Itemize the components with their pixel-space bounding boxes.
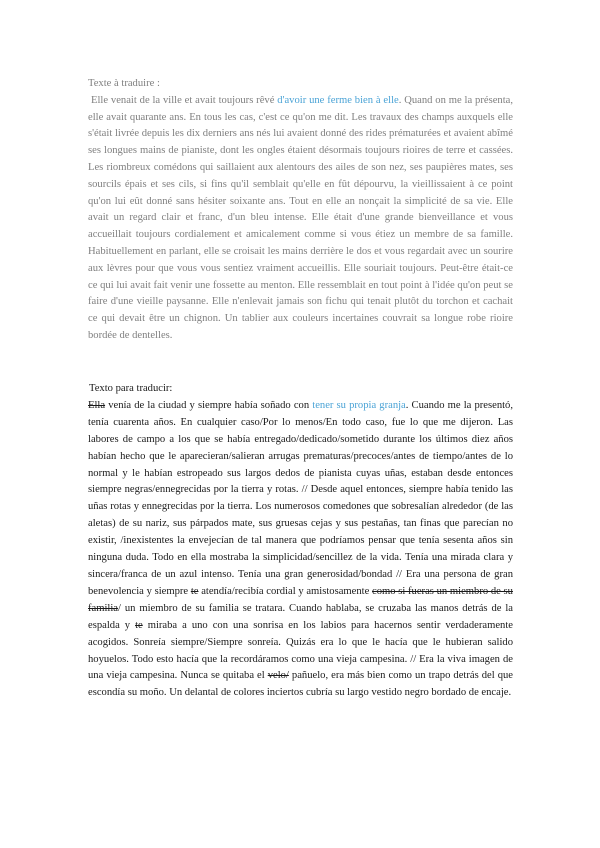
spanish-text-6: pañuelo, era más bien como un trapo detrás del que escondía su moño. Un delantal de colores inciertos cubría su largo vestido negro bordado de encaje. (88, 670, 513, 699)
spanish-text-3: atendía/recibía cordial y amistosamente (198, 585, 373, 597)
french-section (88, 76, 513, 345)
spanish-text-4: / un miembro de su familia se tratara. Cuando hablaba, se cruzaba las manos detrás de la espalda y (88, 602, 513, 631)
spanish-text-5: miraba a uno con una sonrisa en los labios para hacernos sentir verdaderamente acogidos. Sonreía siempre/Siempre sonreía. Quizás era lo que le hacía que le hubieran salido hoyuelos. Todo esto hacía que la recordáramos como una vieja campesina. // Era la viva imagen de una vieja campesina. Nunca se quitaba el (88, 619, 513, 682)
spanish-strike-2: te (190, 585, 199, 597)
spanish-paragraph (88, 398, 513, 702)
spanish-section (88, 381, 513, 702)
spanish-strike-4: te (135, 619, 143, 631)
french-highlight: d'avoir une ferme bien à elle (277, 94, 399, 106)
french-heading: Texte à traduire : (88, 78, 160, 89)
french-text-2: . Quand on me la présenta, elle avait quarante ans. En tous les cas, c'est ce qu'on me dit. Les travaux des champs auxquels elle s'était livrée depuis les dix derniers ans nés lui avaient donné des rides prématurées et avaient abîmé ses longues mains de pianiste, dont les ongles étaient désormais toujours rioires de terre et cassées. Les riombreux comédons qui saillaient aux alentours des ailes de son nez, ses paupières mates, ses sourcils épais et ses cils, si fins qu'il semblait qu'elle en fût dépourvu, la vieillissaient à ce point qu'on lui eût donné sans hésiter soixante ans. Tout en elle an nonçait la simplicité de sa vie. Elle avait un regard clair et franc, d'un bleu intense. Elle était d'une grande bienveillance et vous accueillait toujours cordialement et amicalement comme si vous étiez un membre de sa famille. Habituellement en parlant, elle se croisait les mains derrière le dos et vous regardait avec un sourire aux lèvres pour que vous vous sentiez vraiment accueillis. Elle souriait toujours. Peut-être était-ce ce qui lui avait fait venir une fossette au menton. Elle ressemblait en tout point à l'idée qu'on peut se faire d'une vieille paysanne. Elle n'enlevait jamais son fichu qui tenait plutôt du torchon et cachait ce qui devait être un chignon. Un tablier aux couleurs incertaines couvrait sa longue robe rioire bordée de dentelles. (88, 94, 513, 341)
french-paragraph (88, 93, 513, 345)
spanish-text-1: venía de la ciudad y siempre había soñado con (105, 399, 313, 411)
spanish-heading: Texto para traducir: (89, 383, 173, 394)
spanish-strike-3: como si fueras un miembro de su familia (88, 585, 513, 614)
french-text-1: Elle venait de la ville et avait toujours rêvé (91, 94, 278, 106)
spanish-strike-5: velo/ (267, 670, 289, 682)
spanish-highlight: tener su propia granja (312, 399, 406, 411)
spanish-text-2: . Cuando me la presentó, tenía cuarenta años. En cualquier caso/Por lo menos/En todo caso, fue lo que me dijeron. Las labores de campo a los que se había entregado/dedicado/sometido durante los últimos diez años habían hecho que le aparecieran/salieran arrugas prematuras/precoces/antes de tiempo/antes de lo normal y le habían estropeado sus largos dedos de pianista cuyas uñas, estaban desde entonces siempre negras/ennegrecidas por la tierra y rotas. // Desde aquel entonces, siempre había tenido las uñas rotas y ennegrecidas por la tierra. Los numerosos comedones que sobresalían alrededor (de las aletas) de su nariz, sus párpados mate, sus gruesas cejas y sus pestañas, tan finas que parecían no existir, /inexistentes la envejecían de tal manera que podríamos pensar que tenía sesenta años sin ninguna duda. Todo en ella mostraba la simplicidad/sencillez de la vida. Tenía una mirada clara y sincera/franca de un azul intenso. Tenía una gran generosidad/bondad // Era una persona de gran benevolencia y siempre (88, 399, 514, 597)
spanish-strike-1: Ella (88, 399, 106, 411)
